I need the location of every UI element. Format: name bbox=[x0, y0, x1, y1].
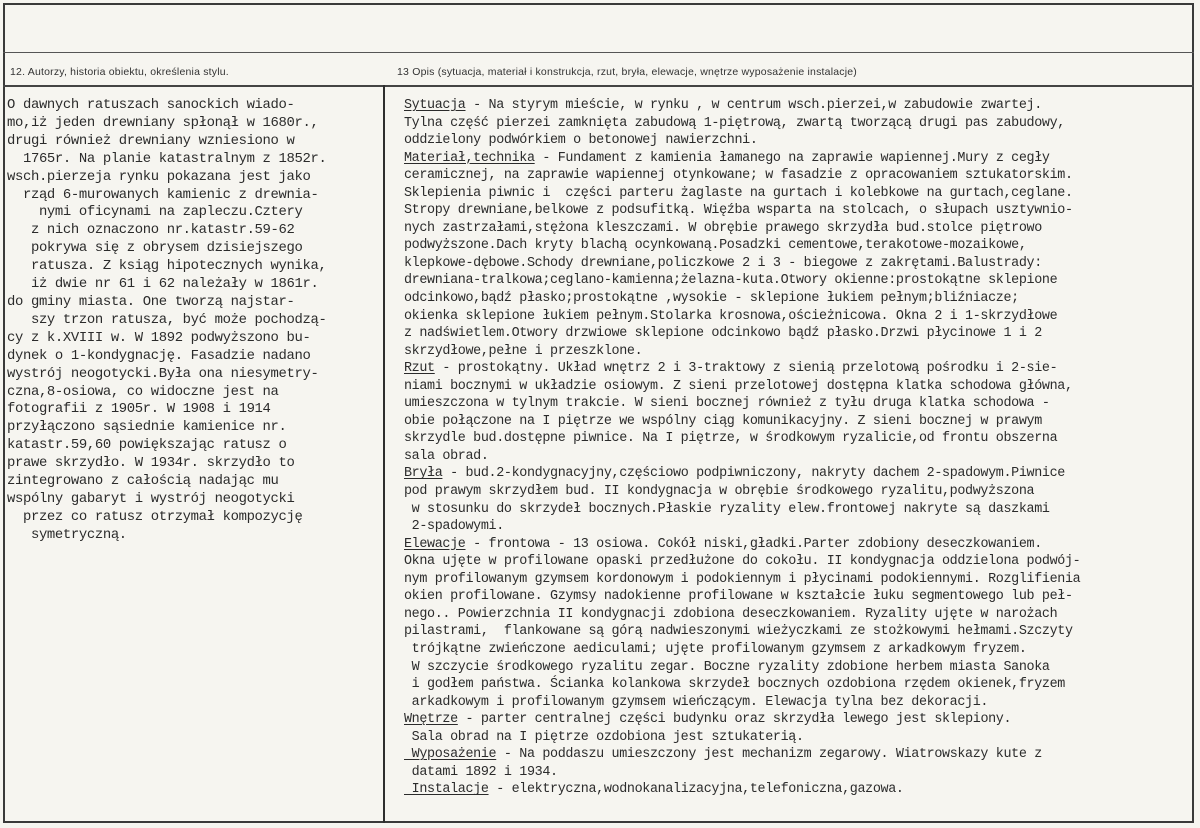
description-line bbox=[404, 115, 1194, 133]
description-line bbox=[404, 536, 1194, 554]
section-text: Sklepienia piwnic i części parteru żaglaste na gurtach i kolebkowe na gurtach,ceglane. bbox=[404, 185, 1073, 201]
section-text: obie połączone na I piętrze we wspólny ciąg komunikacyjny. Z sieni bocznej w prawym bbox=[404, 413, 1042, 429]
section-label: Elewacje bbox=[404, 536, 466, 552]
column-divider bbox=[383, 85, 385, 823]
right-column-header: 13 Opis (sytuacja, materiał i konstrukcja, rzut, bryła, elewacje, wnętrze wyposażenie instalacje) bbox=[397, 66, 857, 78]
section-text: w stosunku do skrzydeł bocznych.Płaskie ryzality elew.frontowej nakryte są daszkami bbox=[404, 501, 1050, 517]
description-line bbox=[404, 272, 1194, 290]
section-text: - frontowa - 13 osiowa. Cokół niski,gładki.Parter zdobiony deseczkowaniem. bbox=[465, 536, 1042, 552]
description-line bbox=[404, 588, 1194, 606]
section-text: - elektryczna,wodnokanalizacyjna,telefoniczna,gazowa. bbox=[488, 782, 904, 798]
description-line bbox=[404, 571, 1194, 589]
section-text: datami 1892 i 1934. bbox=[404, 764, 558, 780]
history-line: drugi również drewniany wzniesiono w bbox=[7, 132, 295, 149]
history-line: iż dwie nr 61 i 62 należały w 1861r. bbox=[7, 276, 319, 293]
description-line bbox=[404, 448, 1194, 466]
header-rule bbox=[3, 85, 1194, 87]
history-line: 1765r. Na planie katastralnym z 1852r. bbox=[7, 150, 327, 167]
description-line bbox=[404, 553, 1194, 571]
description-line bbox=[404, 220, 1194, 238]
section-text: - parter centralnej części budynku oraz skrzydła lewego jest sklepiony. bbox=[457, 712, 1012, 728]
section-text: okienka sklepione łukiem pełnym.Stolarka krosnowa,ościeżnicowa. Okna 2 i 1-skrzydłowe bbox=[404, 308, 1058, 324]
description-line bbox=[404, 413, 1194, 431]
section-text: W szczycie środkowego ryzalitu zegar. Boczne ryzality zdobione herbem miasta Sanoka bbox=[404, 659, 1050, 675]
section-text: niami bocznymi w układzie osiowym. Z sieni przelotowej dostępna klatka schodowa główna, bbox=[404, 378, 1073, 394]
section-label: Sytuacja bbox=[404, 98, 466, 113]
section-text: - bud.2-kondygnacyjny,częściowo podpiwniczony, nakryty dachem 2-spadowym.Piwnice bbox=[442, 466, 1065, 482]
description-line bbox=[404, 659, 1194, 677]
section-label: Bryła bbox=[404, 466, 443, 482]
history-line: wspólny gabaryt i wystrój neogotycki bbox=[7, 490, 295, 507]
section-text: nych zastrzałami,stężona kleszczami. W obrębie prawego skrzydła bud.stolce piętrowo bbox=[404, 220, 1042, 236]
section-text: nego.. Powierzchnia II kondygnacji zdobiona deseczkowaniem. Ryzality ujęte w narożach bbox=[404, 606, 1058, 622]
description-line bbox=[404, 97, 1194, 115]
section-text: umieszczona w tylnym trakcie. W sieni bocznej również z tyłu druga klatka schodowa - bbox=[404, 396, 1050, 412]
section-text: oddzielony podwórkiem o betonowej nawierzchni. bbox=[404, 133, 758, 149]
description-line bbox=[404, 711, 1194, 729]
description-line bbox=[404, 290, 1194, 308]
history-text bbox=[7, 97, 377, 545]
section-text: Stropy drewniane,belkowe z podsufitką. Więźba wsparta na stolcach, o słupach usztywnio- bbox=[404, 203, 1073, 219]
section-text: skrzydłowe,pełne i przeszklone. bbox=[404, 343, 643, 359]
section-text: pod prawym skrzydłem bud. II kondygnacja w obrębie środkowego ryzalitu,podwyższona bbox=[404, 484, 1035, 500]
description-line bbox=[404, 237, 1194, 255]
section-text: - Na styrym mieście, w rynku , w centrum wsch.pierzei,w zabudowie zwartej. bbox=[465, 98, 1042, 113]
description-line bbox=[404, 729, 1194, 747]
description-line bbox=[404, 623, 1194, 641]
section-text: Okna ujęte w profilowane opaski przedłużone do cokołu. II kondygnacja oddzielona podwój- bbox=[404, 554, 1081, 570]
history-line: przez co ratusz otrzymał kompozycję bbox=[7, 508, 303, 525]
history-line: pokrywa się z obrysem dzisiejszego bbox=[7, 240, 303, 257]
description-line bbox=[404, 641, 1194, 659]
description-line bbox=[404, 518, 1194, 536]
history-line: czna,8-osiowa, co widoczne jest na bbox=[7, 383, 279, 400]
description-line bbox=[404, 501, 1194, 519]
top-rule bbox=[3, 52, 1194, 53]
description-line bbox=[404, 132, 1194, 150]
section-text: okien profilowane. Gzymsy nadokienne profilowane w kształcie łuku segmentowego lub peł- bbox=[404, 589, 1073, 605]
history-line: fotografii z 1905r. W 1908 i 1914 bbox=[7, 401, 271, 418]
description-line bbox=[404, 430, 1194, 448]
history-line: O dawnych ratuszach sanockich wiado- bbox=[7, 97, 295, 113]
section-text: podwyższone.Dach kryty blachą ocynkowaną.Posadzki cementowe,terakotowe-mozaikowe, bbox=[404, 238, 1027, 254]
section-label: Materiał,technika bbox=[404, 150, 535, 166]
history-line: przyłączono sąsiednie kamienice nr. bbox=[7, 419, 287, 436]
description-line bbox=[404, 746, 1194, 764]
history-line: rząd 6-murowanych kamienic z drewnia- bbox=[7, 186, 319, 203]
section-text: sala obrad. bbox=[404, 448, 489, 464]
description-line bbox=[404, 360, 1194, 378]
description-line bbox=[404, 465, 1194, 483]
history-line: szy trzon ratusza, być może pochodzą- bbox=[7, 311, 327, 328]
section-text: 2-spadowymi. bbox=[404, 519, 504, 535]
history-line: dynek o 1-kondygnację. Fasadzie nadano bbox=[7, 347, 311, 364]
section-label: Wnętrze bbox=[404, 712, 458, 728]
description-line bbox=[404, 255, 1194, 273]
description-line bbox=[404, 378, 1194, 396]
history-line: do gminy miasta. One tworzą najstar- bbox=[7, 293, 295, 310]
description-line bbox=[404, 694, 1194, 712]
section-text: ceramicznej, na zaprawie wapiennej otynkowane; w fasadzie z opracowaniem sztukatorskim. bbox=[404, 168, 1073, 184]
section-text: z nadświetlem.Otwory drzwiowe sklepione odcinkowo bądź płasko.Drzwi płycinowe 1 i 2 bbox=[404, 326, 1042, 342]
section-text: odcinkowo,bądź płasko;prostokątne ,wysokie - sklepione łukiem pełnym;bliźniacze; bbox=[404, 291, 1019, 307]
history-line: nymi oficynami na zapleczu.Cztery bbox=[7, 204, 303, 221]
description-line bbox=[404, 483, 1194, 501]
description-line bbox=[404, 781, 1194, 799]
section-text: pilastrami, flankowane są górą nadwieszonymi wieżyczkami ze stożkowymi hełmami.Szczyty bbox=[404, 624, 1073, 640]
description-line bbox=[404, 308, 1194, 326]
history-line: katastr.59,60 powiększając ratusz o bbox=[7, 437, 287, 454]
description-line bbox=[404, 150, 1194, 168]
section-text: - Fundament z kamienia łamanego na zaprawie wapiennej.Mury z cegły bbox=[534, 150, 1050, 166]
description-line bbox=[404, 764, 1194, 782]
history-line: ratusza. Z ksiąg hipotecznych wynika, bbox=[7, 258, 327, 275]
left-column-header: 12. Autorzy, historia obiektu, określenia stylu. bbox=[10, 66, 229, 78]
description-line bbox=[404, 606, 1194, 624]
history-line: prawe skrzydło. W 1934r. skrzydło to bbox=[7, 455, 295, 472]
section-label: Instalacje bbox=[404, 782, 489, 798]
history-line: wsch.pierzeja rynku pokazana jest jako bbox=[7, 168, 311, 185]
description-line bbox=[404, 167, 1194, 185]
description-text bbox=[404, 97, 1194, 799]
section-text: - prostokątny. Układ wnętrz 2 i 3-traktowy z sienią przelotową pośrodku i 2-sie- bbox=[434, 361, 1058, 377]
section-text: i godłem państwa. Ścianka kolankowa skrzydeł bocznych ozdobiona rzędem okienek,fryzem bbox=[404, 677, 1065, 693]
description-line bbox=[404, 676, 1194, 694]
history-line: zintegrowano z całością nadając mu bbox=[7, 473, 279, 490]
section-text: Tylna część pierzei zamknięta zabudową 1-piętrową, zwartą tworzącą drugi pas zabudowy, bbox=[404, 115, 1065, 131]
section-text: nym profilowanym gzymsem kordonowym i podokiennym i płycinami podokiennymi. Rozglifienia bbox=[404, 571, 1081, 587]
section-text: klepkowe-dębowe.Schody drewniane,policzkowe 2 i 3 - biegowe z zakrętami.Balustrady: bbox=[404, 255, 1042, 271]
history-line: wystrój neogotycki.Była ona niesymetry- bbox=[7, 365, 319, 382]
description-line bbox=[404, 325, 1194, 343]
section-text: arkadkowym i profilowanym gzymsem wieńczącym. Elewacja tylna bez dekoracji. bbox=[404, 694, 989, 710]
history-line: z nich oznaczono nr.katastr.59-62 bbox=[7, 222, 295, 239]
section-label: Wyposażenie bbox=[404, 747, 497, 763]
history-line: cy z k.XVIII w. W 1892 podwyższono bu- bbox=[7, 329, 311, 346]
description-line bbox=[404, 185, 1194, 203]
section-text: trójkątne zwieńczone aediculami; ujęte profilowanym gzymsem z arkadkowym fryzem. bbox=[404, 641, 1027, 657]
description-line bbox=[404, 202, 1194, 220]
section-text: Sala obrad na I piętrze ozdobiona jest sztukaterią. bbox=[404, 729, 804, 745]
description-line bbox=[404, 395, 1194, 413]
section-text: - Na poddaszu umieszczony jest mechanizm zegarowy. Wiatrowskazy kute z bbox=[496, 747, 1042, 763]
section-label: Rzut bbox=[404, 361, 435, 377]
description-line bbox=[404, 343, 1194, 361]
section-text: drewniana-tralkowa;ceglano-kamienna;żelazna-kuta.Otwory okienne:prostokątne sklepione bbox=[404, 273, 1058, 289]
section-text: skrzydle bud.dostępne piwnice. Na I piętrze, w środkowym ryzalicie,od frontu obszerna bbox=[404, 431, 1058, 447]
history-line: symetryczną. bbox=[7, 526, 127, 543]
history-line: mo,iż jeden drewniany spłonął w 1680r., bbox=[7, 114, 319, 131]
